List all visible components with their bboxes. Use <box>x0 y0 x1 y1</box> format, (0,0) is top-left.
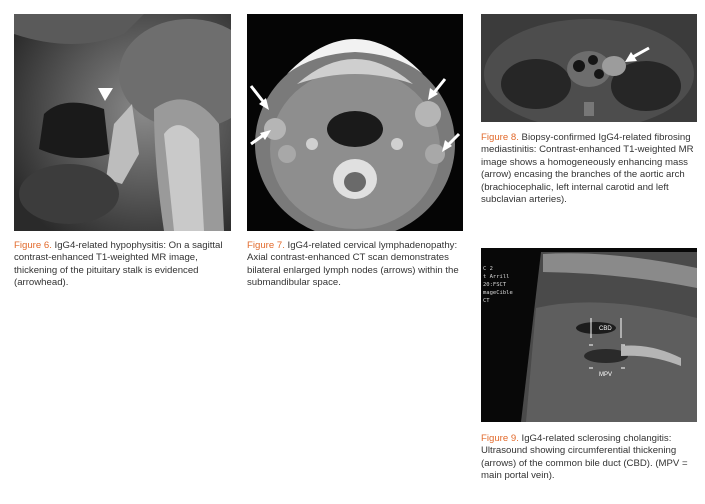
figure-6-caption-text: IgG4-related hypophysitis: On a sagittal contrast-enhanced T1-weighted MR image, thickening of the pituitary stalk is evidenced (arrowhead). <box>14 240 223 289</box>
figure-6-mr-image <box>14 14 231 231</box>
overlay-line-5: CT <box>483 298 490 304</box>
figure-9-label: Figure 9. <box>481 433 519 444</box>
figure-7-ct-image <box>247 14 463 231</box>
figure-7-caption-text: IgG4-related cervical lymphadenopathy: Axial contrast-enhanced CT scan demonstrates bilateral enlarged lymph nodes (arrows) within the submandibular space. <box>247 240 459 289</box>
figure-6-caption <box>14 240 239 290</box>
figure-9-caption <box>481 433 699 483</box>
figure-7-label: Figure 7. <box>247 240 285 251</box>
figure-8-label: Figure 8. <box>481 132 519 143</box>
figure-6-label: Figure 6. <box>14 240 52 251</box>
figure-8-caption <box>481 132 699 206</box>
overlay-line-3: 20:FSCT <box>483 282 507 288</box>
overlay-line-2: t Arrill <box>483 274 510 280</box>
mpv-label: MPV <box>599 372 613 378</box>
figure-8-caption-text: Biopsy-confirmed IgG4-related fibrosing mediastinitis: Contrast-enhanced T1-weighted MR image shows a homogeneously enhancing mass (arrow) encasing the branches of the aortic arch (brachiocephalic, left internal carotid and left subclavian arteries). <box>481 132 694 206</box>
figure-8-mr-image <box>481 14 697 122</box>
overlay-line-1: C 2 <box>483 266 493 272</box>
figure-9-caption-text: IgG4-related sclerosing cholangitis: Ultrasound showing circumferential thickening (arrows) of the common bile duct (CBD). (MPV = main portal vein). <box>481 433 688 482</box>
cbd-label: CBD <box>599 326 612 332</box>
figure-7-caption <box>247 240 469 290</box>
figure-9-ultrasound-image <box>481 248 697 422</box>
overlay-line-4: mageCible <box>483 290 513 296</box>
